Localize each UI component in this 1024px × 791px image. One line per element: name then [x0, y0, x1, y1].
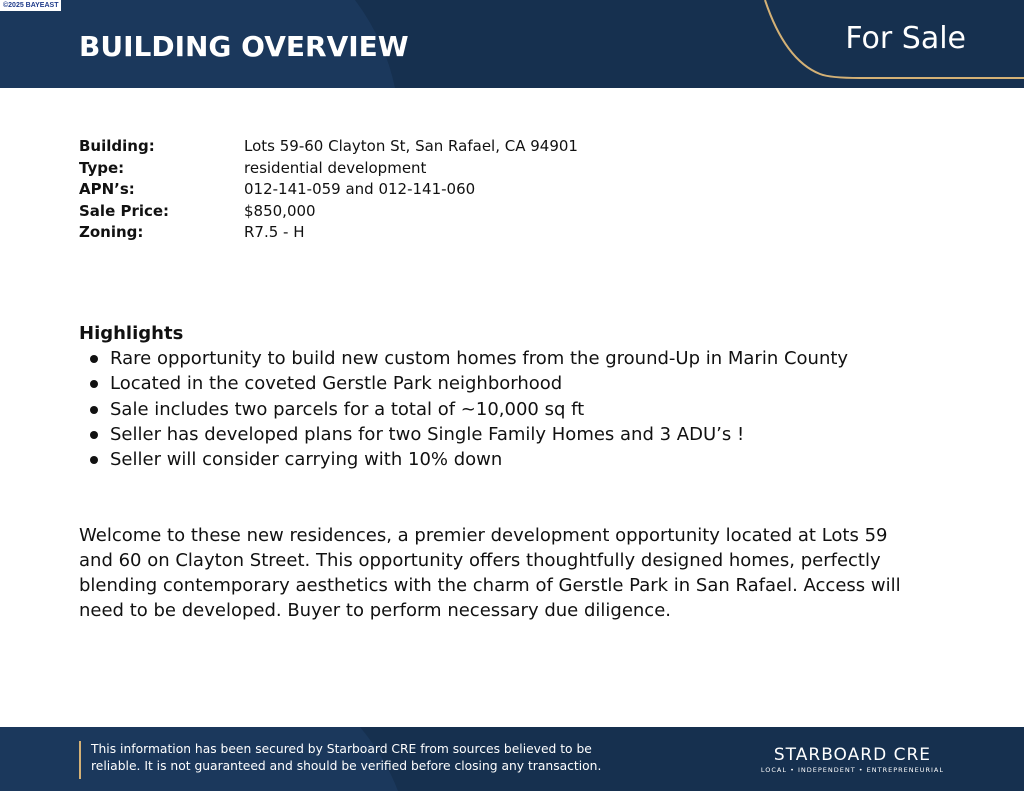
list-item-text: Rare opportunity to build new custom homes from the ground-Up in Marin County — [110, 348, 849, 369]
page-header — [0, 0, 1024, 88]
detail-value: Lots 59-60 Clayton St, San Rafael, CA 94901 — [244, 137, 578, 155]
detail-label: Type: — [79, 158, 125, 177]
disclaimer-accent-bar — [79, 741, 81, 779]
detail-row-sale-price — [79, 201, 779, 223]
detail-value: residential development — [244, 158, 427, 177]
detail-label: Building: — [79, 137, 155, 155]
property-details — [79, 136, 779, 244]
list-item — [79, 346, 979, 371]
page-title: BUILDING OVERVIEW — [79, 30, 409, 63]
bullet-icon — [90, 431, 98, 439]
detail-row-type — [79, 158, 779, 180]
detail-row-zoning — [79, 222, 779, 244]
detail-label: Zoning: — [79, 223, 144, 241]
bullet-icon — [90, 355, 98, 363]
bullet-icon — [90, 380, 98, 388]
page-footer — [0, 727, 1024, 791]
detail-label: APN’s: — [79, 180, 135, 198]
brand-tagline: LOCAL • INDEPENDENT • ENTREPRENEURIAL — [760, 766, 944, 774]
brand-logo — [761, 745, 944, 775]
detail-row-building — [79, 136, 779, 158]
list-item-text: Seller has developed plans for two Single Family Homes and 3 ADU’s ! — [110, 423, 745, 445]
highlights-list — [79, 346, 979, 472]
list-item-text: Sale includes two parcels for a total of ~10,000 sq ft — [110, 398, 585, 420]
list-item-text: Located in the coveted Gerstle Park neighborhood — [110, 373, 563, 395]
list-item — [79, 422, 979, 447]
list-item — [79, 447, 979, 472]
brand-name: STARBOARD CRE — [773, 745, 931, 765]
bullet-icon — [90, 406, 98, 414]
status-label: For Sale — [845, 21, 966, 56]
property-description: Welcome to these new residences, a premier development opportunity located at Lots 59 and 60 on Clayton Street. This opportunity offers thoughtfully designed homes, perfectly blending contemporary aesthetics with the charm of Gerstle Park in San Rafael. Access will need to be developed. Buyer to perform necessary due diligence. — [79, 525, 901, 621]
detail-value: 012-141-059 and 012-141-060 — [244, 180, 476, 198]
detail-value: R7.5 - H — [244, 223, 305, 241]
detail-row-apn — [79, 179, 779, 201]
list-item — [79, 371, 979, 396]
watermark-logo: ©2025 BAYEAST — [0, 0, 61, 11]
bullet-icon — [90, 456, 98, 464]
detail-label: Sale Price: — [79, 201, 170, 220]
list-item — [79, 397, 979, 422]
detail-value: $850,000 — [244, 201, 316, 220]
highlights-heading: Highlights — [79, 323, 184, 344]
disclaimer-text: This information has been secured by Starboard CRE from sources believed to be reliable. It is not guaranteed and should be verified before closing any transaction. — [91, 742, 602, 773]
list-item-text: Seller will consider carrying with 10% down — [110, 449, 503, 471]
